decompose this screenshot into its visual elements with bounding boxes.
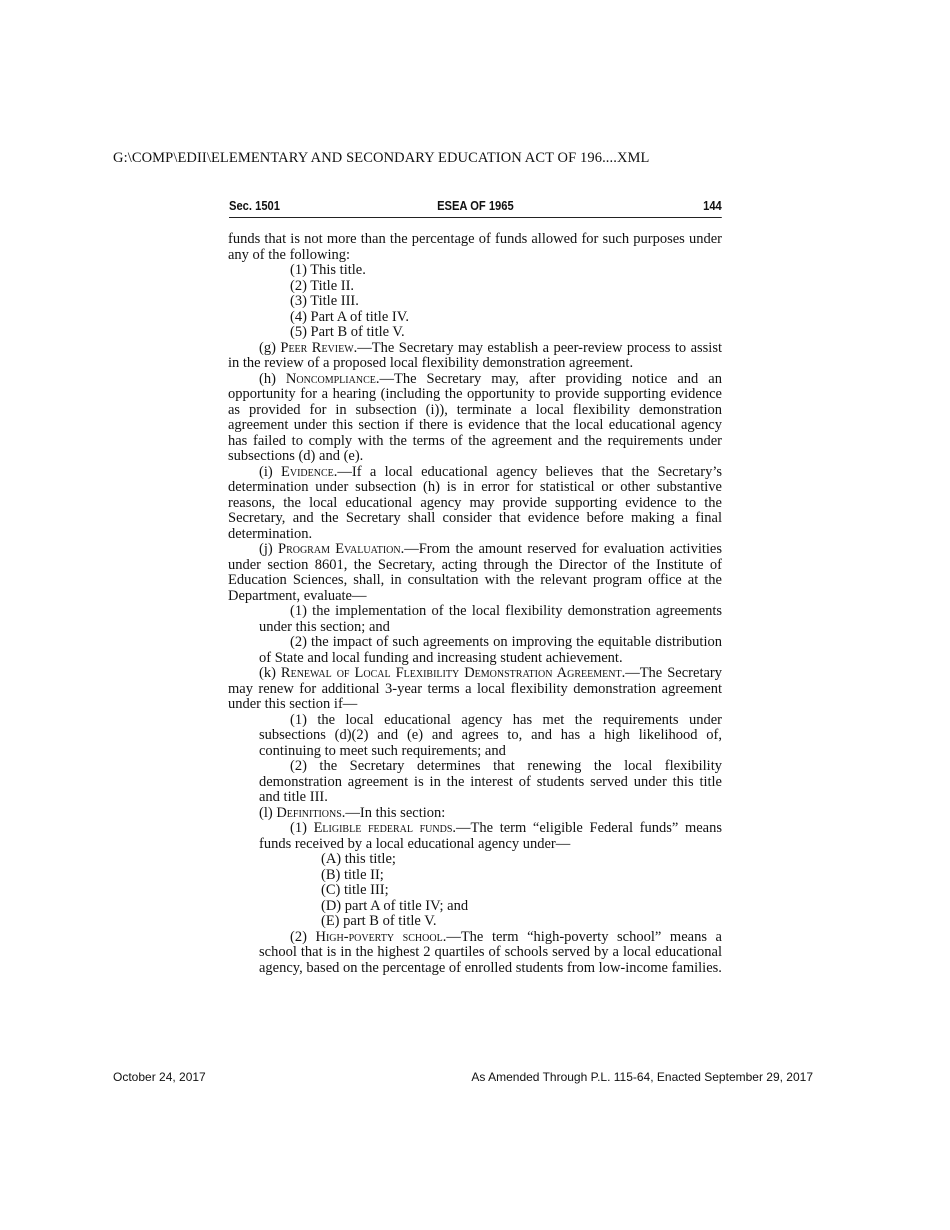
list-item: (E) part B of title V. bbox=[321, 913, 437, 929]
subsection-k: (k) Renewal of Local Flexibility Demonstration Agreement.—The Secretary may renew for additional 3-year terms a local flexibility demonstration agreement under this section if— bbox=[228, 665, 722, 712]
subsection-heading: Renewal of Local Flexibility Demonstration Agreement bbox=[280, 665, 622, 681]
file-path: G:\COMP\EDII\ELEMENTARY AND SECONDARY EDUCATION ACT OF 196....XML bbox=[113, 150, 650, 166]
footer-amended-note: As Amended Through P.L. 115-64, Enacted September 29, 2017 bbox=[471, 1070, 813, 1084]
list-item: (4) Part A of title IV. bbox=[290, 308, 409, 325]
document-body bbox=[228, 232, 722, 976]
subsection-h: (h) Noncompliance.—The Secretary may, after providing notice and an opportunity for a hearing (including the opportunity to provide supporting evidence as provided for in subsection (i)), terminate a local flexibility demonstration agreement under this section if there is evidence that the local educational agency has failed to comply with the terms of the agreement and the requirements under subsections (d) and (e). bbox=[228, 370, 722, 464]
subsection-heading: Definitions bbox=[276, 804, 342, 821]
subsection-heading: Peer Review bbox=[280, 339, 354, 356]
subsection-l: (l) Definitions.—In this section: bbox=[259, 804, 446, 821]
list-item: (1) This title. bbox=[290, 262, 366, 278]
list-item: (5) Part B of title V. bbox=[290, 324, 405, 340]
subsection-i: (i) Evidence.—If a local educational agency believes that the Secretary’s determination under subsection (h) is in error for statistical or other substantive reasons, the local educational agency may provide supporting evidence to the Secretary, and the Secretary shall consider that evidence before making a final determination. bbox=[228, 463, 722, 542]
list-item: (2) Title II. bbox=[290, 277, 355, 294]
paragraph-l1: (1) Eligible federal funds.—The term “eligible Federal funds” means funds received by a local educational agency under— bbox=[259, 820, 722, 852]
paragraph-heading: High-poverty school bbox=[315, 928, 443, 945]
subsection-j: (j) Program Evaluation.—From the amount reserved for evaluation activities under section 8601, the Secretary, acting through the Director of the Institute of Education Sciences, shall, in consultation with the relevant program office at the Department, evaluate— bbox=[228, 541, 722, 604]
list-item: (C) title III; bbox=[321, 882, 389, 898]
paragraph-j1: (1) the implementation of the local flexibility demonstration agreements under this section; and bbox=[259, 603, 722, 635]
paragraph-intro: funds that is not more than the percentage of funds allowed for such purposes under any of the following: bbox=[228, 231, 722, 263]
act-title: ESEA OF 1965 bbox=[437, 198, 514, 213]
list-item: (D) part A of title IV; and bbox=[321, 897, 469, 914]
paragraph-j2: (2) the impact of such agreements on improving the equitable distribution of State and local funding and increasing student achievement. bbox=[259, 634, 722, 666]
paragraph-k2: (2) the Secretary determines that renewing the local flexibility demonstration agreement is in the interest of students served under this title and title III. bbox=[259, 758, 722, 805]
subsection-heading: Noncompliance bbox=[285, 370, 376, 387]
list-item: (A) this title; bbox=[321, 851, 396, 867]
paragraph-heading: Eligible federal funds bbox=[313, 820, 453, 836]
subsection-heading: Program Evaluation bbox=[278, 541, 401, 557]
list-item: (B) title II; bbox=[321, 866, 384, 883]
section-number: Sec. 1501 bbox=[229, 198, 280, 213]
paragraph-k1: (1) the local educational agency has met the requirements under subsections (d)(2) and (e) and agrees to, and has a high likelihood of, continuing to meet such requirements; and bbox=[259, 711, 722, 759]
subsection-g: (g) Peer Review.—The Secretary may establish a peer-review process to assist in the review of a proposed local flexibility demonstration agreement. bbox=[228, 339, 722, 371]
subsection-heading: Evidence bbox=[281, 463, 334, 480]
footer-date: October 24, 2017 bbox=[113, 1070, 206, 1084]
page-number: 144 bbox=[703, 198, 722, 213]
list-item: (3) Title III. bbox=[290, 293, 359, 309]
paragraph-l2: (2) High-poverty school.—The term “high-poverty school” means a school that is in the highest 2 quartiles of schools served by a local educational agency, based on the percentage of enrolled students from low-income families. bbox=[259, 928, 722, 976]
running-head bbox=[229, 198, 722, 218]
